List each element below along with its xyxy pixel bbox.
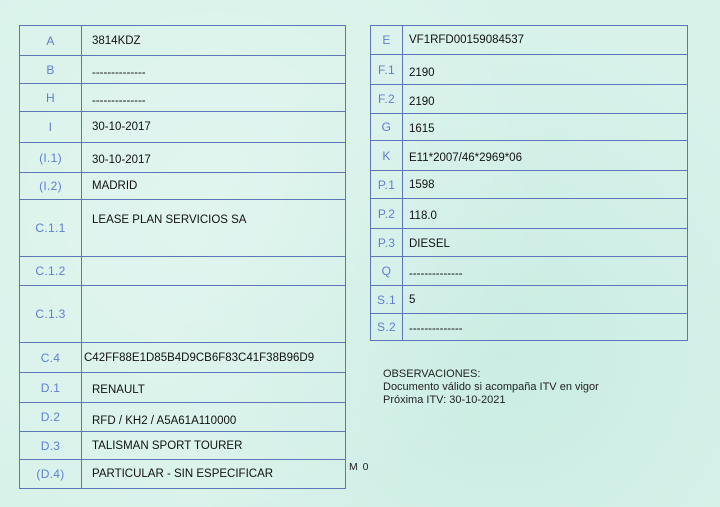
field-code: F.1 (371, 55, 403, 84)
field-code: S.1 (371, 286, 403, 313)
field-value: 2190 (409, 66, 435, 79)
field-code: C.4 (20, 343, 82, 372)
field-value (92, 257, 339, 285)
table-row (20, 372, 345, 402)
table-row (371, 140, 687, 170)
field-value: -------------- (409, 268, 463, 280)
table-row (20, 431, 345, 459)
observations-title: OBSERVACIONES: (383, 368, 481, 380)
field-code: S.2 (371, 314, 403, 340)
table-row (20, 285, 345, 342)
field-value: -------------- (92, 94, 146, 107)
table-row (20, 26, 345, 55)
field-code: (I.1) (20, 143, 82, 172)
left-data-table (19, 25, 346, 489)
table-row (371, 285, 687, 313)
table-row (20, 342, 345, 372)
field-code: D.3 (20, 432, 82, 459)
field-code: K (371, 141, 403, 170)
table-row (20, 172, 345, 199)
field-value: RENAULT (92, 383, 145, 396)
field-value: TALISMAN SPORT TOURER (92, 439, 243, 452)
field-value: 2190 (409, 96, 435, 108)
table-row (371, 198, 687, 228)
field-code: P.1 (371, 171, 403, 198)
field-value: 1615 (409, 123, 435, 135)
corner-mark: M 0 (349, 461, 370, 473)
field-code: (D.4) (20, 460, 82, 488)
table-row (371, 228, 687, 256)
field-code: F.2 (371, 85, 403, 113)
field-code: C.1.1 (20, 200, 82, 256)
field-value: 5 (409, 293, 416, 306)
table-row (371, 54, 687, 84)
field-value: 30-10-2017 (92, 121, 151, 133)
field-value: E11*2007/46*2969*06 (409, 151, 522, 164)
table-row (20, 111, 345, 142)
field-value: RFD / KH2 / A5A61A110000 (92, 415, 237, 427)
field-code: A (20, 26, 82, 55)
field-code: P.2 (371, 199, 403, 228)
field-value: C42FF88E1D85B4D9CB6F83C41F38B96D9 (84, 351, 315, 364)
observations-line: Documento válido si acompaña ITV en vigor (383, 381, 599, 393)
field-value: DIESEL (409, 237, 450, 250)
table-row (20, 256, 345, 285)
field-code: C.1.2 (20, 257, 82, 285)
field-value: -------------- (409, 323, 463, 335)
table-row (20, 402, 345, 431)
field-code: C.1.3 (20, 286, 82, 342)
observations-block (383, 368, 703, 407)
table-row (20, 199, 345, 256)
field-code: B (20, 56, 82, 83)
field-code: E (371, 26, 403, 54)
table-row (371, 26, 687, 54)
table-row (20, 459, 345, 488)
observations-line: Próxima ITV: 30-10-2021 (383, 394, 506, 406)
table-row (20, 55, 345, 83)
table-row (371, 170, 687, 198)
field-code: H (20, 84, 82, 111)
field-code: (I.2) (20, 173, 82, 199)
table-row (371, 84, 687, 113)
table-row (371, 313, 687, 340)
field-code: G (371, 114, 403, 140)
field-code: D.1 (20, 373, 82, 402)
field-value: 3814KDZ (92, 34, 141, 47)
table-row (20, 142, 345, 172)
field-code: P.3 (371, 229, 403, 256)
field-value: -------------- (92, 66, 146, 79)
field-value: PARTICULAR - SIN ESPECIFICAR (92, 468, 274, 480)
table-row (371, 256, 687, 285)
table-row (20, 83, 345, 111)
field-value (92, 286, 339, 342)
field-value: LEASE PLAN SERVICIOS SA (92, 214, 247, 226)
field-value: 30-10-2017 (92, 153, 151, 166)
field-code: I (20, 112, 82, 142)
field-value: MADRID (92, 180, 138, 192)
field-value: 118.0 (409, 209, 437, 222)
field-value: VF1RFD00159084537 (409, 34, 525, 46)
field-value: 1598 (409, 178, 435, 191)
field-code: D.2 (20, 403, 82, 431)
right-data-table (370, 25, 688, 341)
field-code: Q (371, 257, 403, 285)
table-row (371, 113, 687, 140)
